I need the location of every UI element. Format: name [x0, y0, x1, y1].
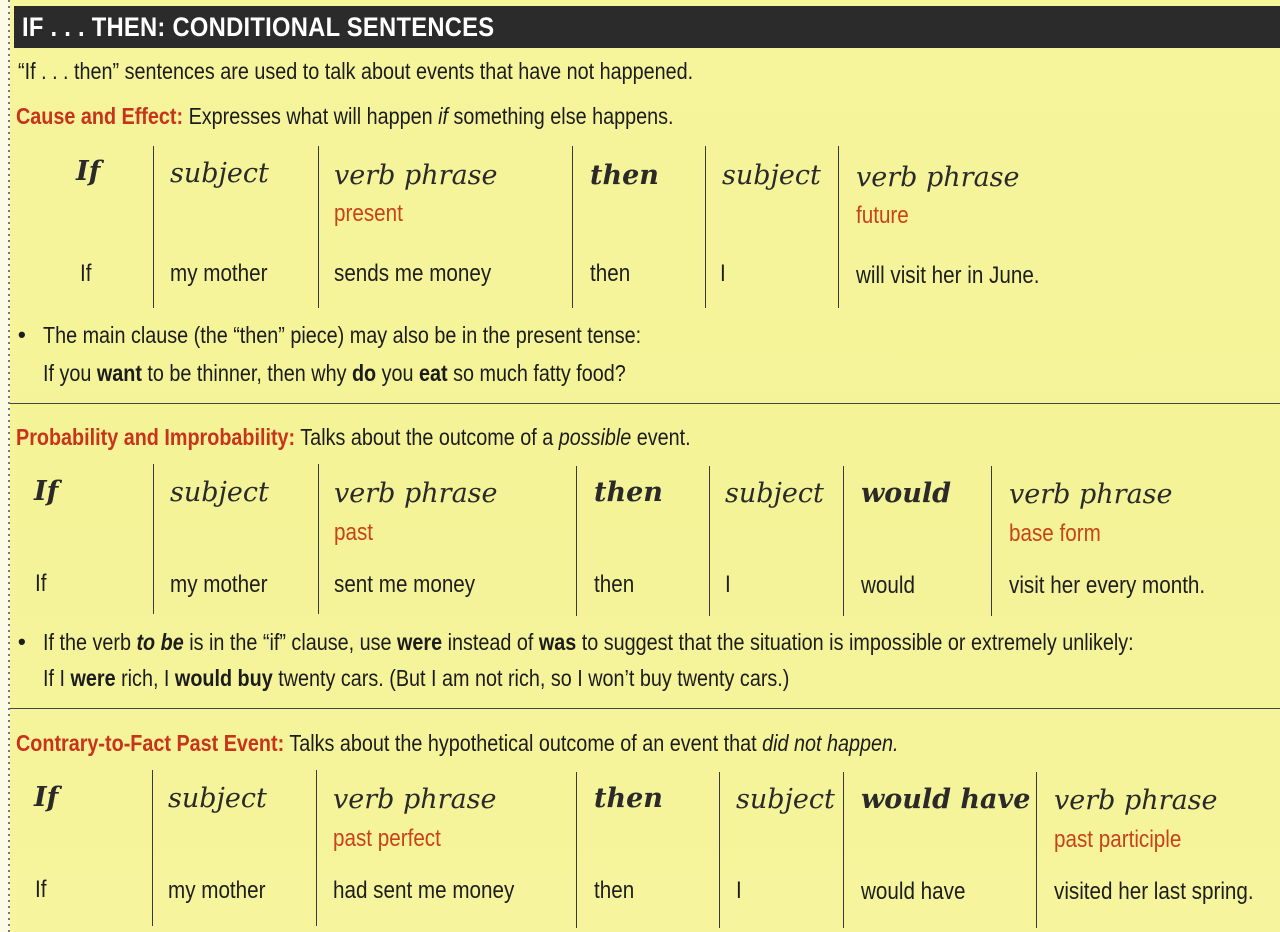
column-divider: [572, 146, 573, 308]
header-subject: subject: [168, 783, 267, 814]
header-would-have: would have: [861, 784, 1031, 815]
header-subject: subject: [736, 784, 835, 815]
section-label: Cause and Effect:: [16, 103, 184, 129]
intro-text: “If . . . then” sentences are used to talk about events that have not happened.: [18, 58, 694, 84]
example-cell: If: [35, 570, 47, 597]
example-cell: sends me money: [334, 260, 492, 287]
note-text-bold-italic: to be: [136, 629, 184, 655]
note-text-part: to suggest that the situation is impossible or extremely unlikely:: [576, 629, 1134, 655]
tense-label: past: [334, 519, 374, 546]
example-cell: I: [720, 260, 726, 287]
header-if: If: [34, 476, 59, 507]
note-text-part: twenty cars. (But I am not rich, so I won’t buy twenty cars.): [272, 665, 790, 691]
tense-label: present: [334, 200, 403, 227]
section-probability-description: [16, 424, 691, 451]
page-perforation: [8, 0, 10, 932]
header-if: If: [76, 156, 101, 187]
column-divider: [316, 770, 317, 926]
example-cell: would: [861, 572, 915, 599]
section-desc-before: Talks about the hypothetical outcome of an event that: [289, 730, 763, 756]
bullet-point: •: [18, 629, 26, 654]
note-text-bold: was: [538, 629, 577, 655]
column-divider: [153, 146, 154, 308]
example-cell: If: [80, 260, 92, 287]
header-then: then: [594, 783, 663, 814]
header-then: then: [594, 477, 663, 508]
note-text-part: instead of: [442, 629, 539, 655]
note-example: [43, 360, 626, 387]
section-desc-italic: did not happen.: [762, 730, 899, 756]
section-label: Contrary-to-Fact Past Event:: [16, 730, 285, 756]
note-text-part: is in the “if” clause, use: [183, 629, 397, 655]
note-text: The main clause (the “then” piece) may also be in the present tense:: [43, 322, 642, 348]
section-desc-after: something else happens.: [448, 103, 674, 129]
note-text: [43, 629, 1134, 656]
example-cell: then: [594, 571, 635, 598]
example-cell: my mother: [168, 877, 266, 904]
section-divider: [10, 403, 1280, 404]
example-cell: then: [590, 260, 631, 287]
column-divider: [318, 464, 319, 614]
note-text-bold: want: [96, 360, 142, 386]
header-subject: subject: [170, 477, 269, 508]
header-then: then: [590, 160, 659, 191]
column-divider: [705, 146, 706, 308]
header-verb-phrase: verb phrase: [334, 160, 498, 191]
example-cell: would have: [861, 878, 966, 905]
tense-label: past participle: [1054, 826, 1182, 853]
column-divider: [843, 466, 844, 616]
note-text-part: you: [376, 360, 420, 386]
header-verb-phrase: verb phrase: [1009, 479, 1173, 510]
note-text-bold: eat: [419, 360, 448, 386]
tense-label: base form: [1009, 520, 1101, 547]
section-cause-effect-description: [16, 103, 673, 130]
tense-label: future: [856, 202, 909, 229]
section-desc-before: Talks about the outcome of a: [300, 424, 559, 450]
example-cell: my mother: [170, 260, 268, 287]
example-cell: sent me money: [334, 571, 476, 598]
note-example: [43, 665, 789, 692]
section-desc-before: Expresses what will happen: [188, 103, 439, 129]
section-desc-italic: if: [438, 103, 449, 129]
header-verb-phrase: verb phrase: [1054, 785, 1218, 816]
section-desc-after: event.: [631, 424, 691, 450]
example-cell: If: [35, 876, 47, 903]
note-text-part: to be thinner, then why: [141, 360, 352, 386]
bullet-point: •: [18, 322, 26, 347]
column-divider: [1036, 772, 1037, 928]
column-divider: [318, 146, 319, 308]
section-desc-italic: possible: [558, 424, 632, 450]
note-text-part: so much fatty food?: [447, 360, 626, 386]
note-text-part: If the verb: [43, 629, 137, 655]
column-divider: [576, 466, 577, 616]
example-cell: I: [736, 877, 742, 904]
note-text-bold: were: [70, 665, 116, 691]
header-verb-phrase: verb phrase: [333, 784, 497, 815]
example-cell: visited her last spring.: [1054, 878, 1254, 905]
section-label: Probability and Improbability:: [16, 424, 296, 450]
header-verb-phrase: verb phrase: [856, 162, 1020, 193]
example-cell: then: [594, 877, 635, 904]
example-cell: I: [725, 571, 731, 598]
page-title: IF . . . THEN: CONDITIONAL SENTENCES: [22, 11, 495, 42]
note-text-part: If you: [43, 360, 97, 386]
column-divider: [719, 772, 720, 928]
example-cell: had sent me money: [333, 877, 515, 904]
note-text-part: If I: [43, 665, 71, 691]
header-subject: subject: [722, 160, 821, 191]
column-divider: [843, 772, 844, 928]
column-divider: [991, 466, 992, 616]
header-would: would: [861, 478, 952, 509]
example-cell: will visit her in June.: [856, 262, 1040, 289]
example-cell: my mother: [170, 571, 268, 598]
section-contrary-description: [16, 730, 899, 757]
note-text-bold: were: [396, 629, 443, 655]
column-divider: [576, 772, 577, 928]
column-divider: [153, 464, 154, 614]
title-bar: [14, 6, 1280, 48]
note-text-part: rich, I: [115, 665, 175, 691]
column-divider: [709, 466, 710, 616]
column-divider: [838, 146, 839, 308]
header-subject: subject: [725, 478, 824, 509]
tense-label: past perfect: [333, 825, 441, 852]
note-text-bold: do: [351, 360, 377, 386]
header-if: If: [34, 782, 59, 813]
note-text-bold: would buy: [174, 665, 273, 691]
header-verb-phrase: verb phrase: [334, 478, 498, 509]
header-subject: subject: [170, 158, 269, 189]
section-divider: [10, 708, 1280, 709]
column-divider: [152, 770, 153, 926]
example-cell: visit her every month.: [1009, 572, 1206, 599]
